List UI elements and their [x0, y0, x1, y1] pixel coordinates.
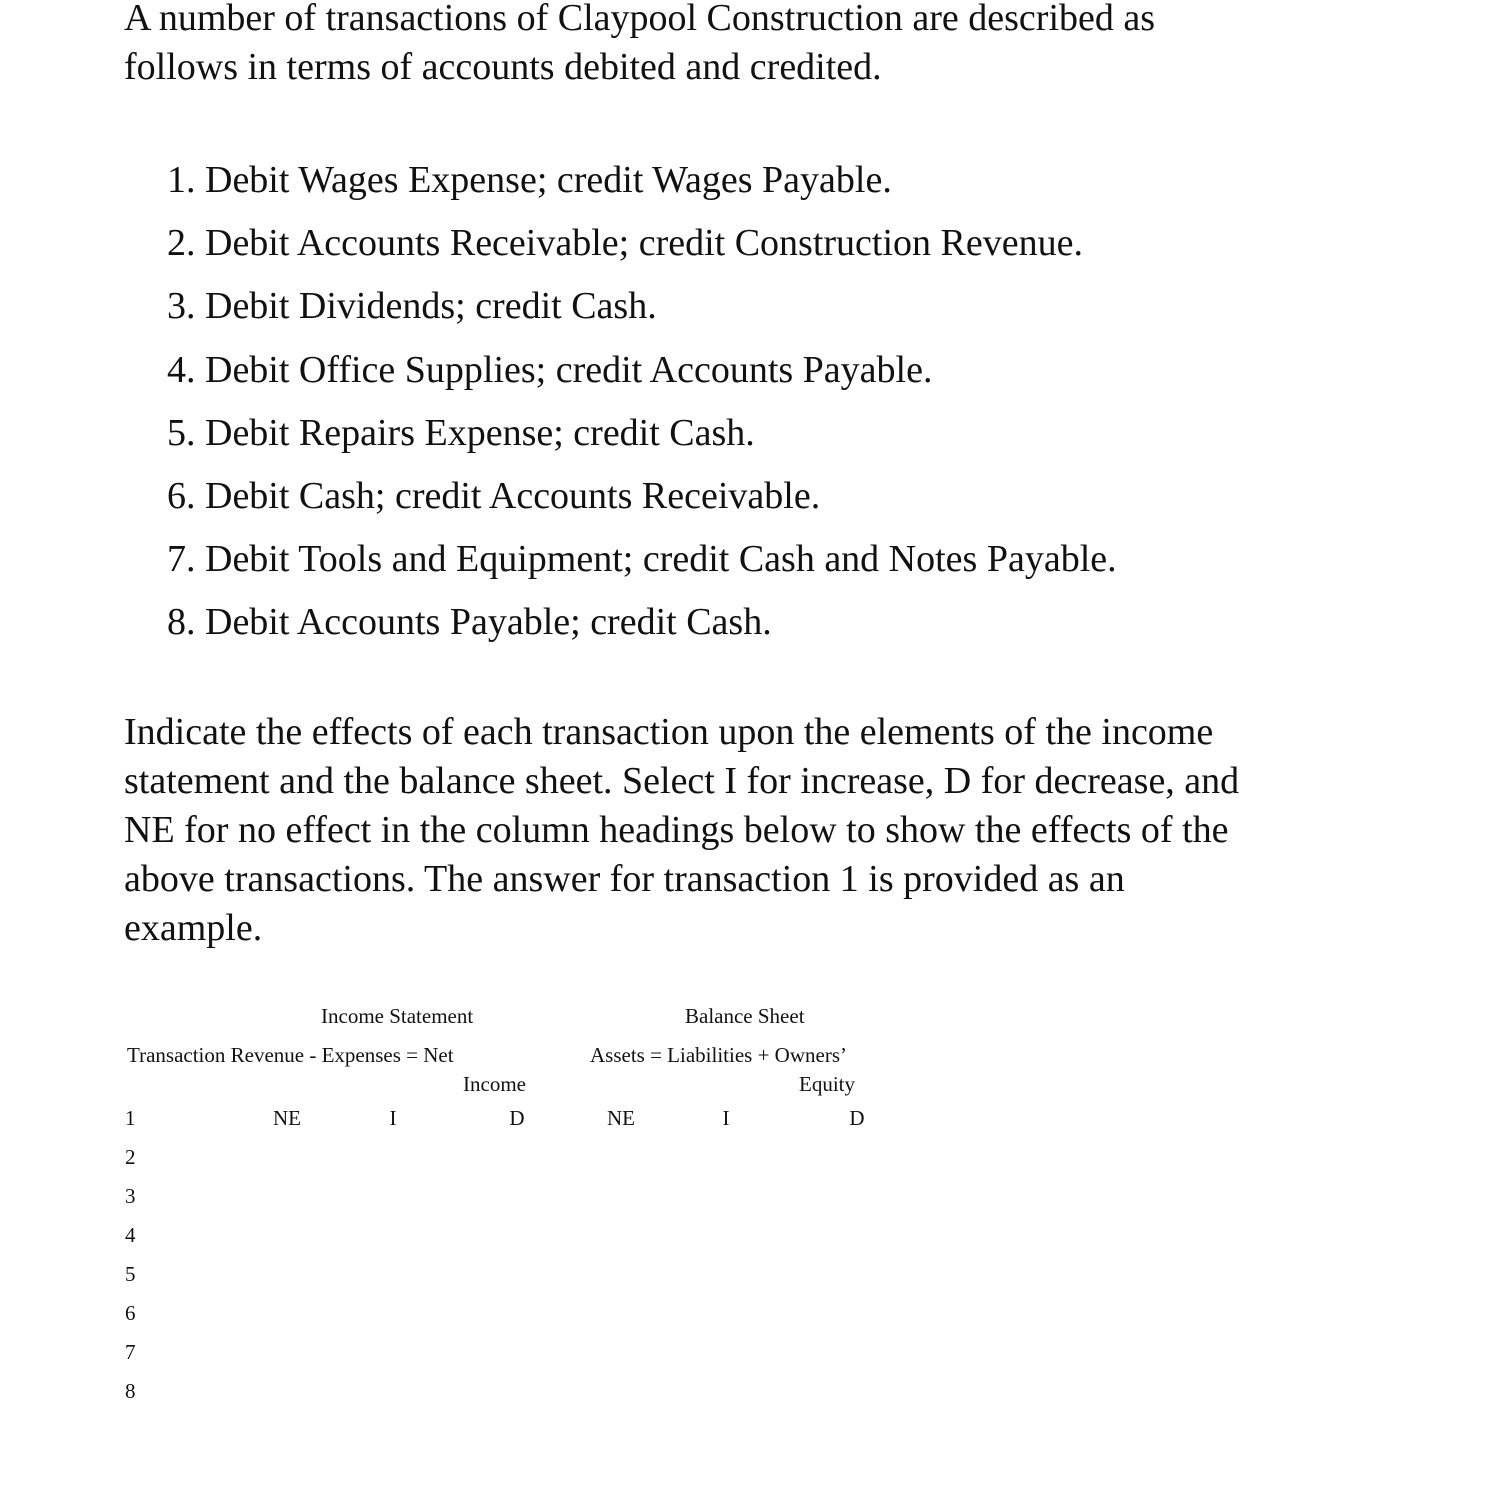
row-number: 3	[125, 1184, 136, 1208]
row-number: 4	[125, 1223, 136, 1247]
revenue-cell: NE	[273, 1106, 301, 1130]
transaction-item: 3. Debit Dividends; credit Cash.	[167, 285, 657, 328]
transaction-item: 5. Debit Repairs Expense; credit Cash.	[167, 411, 755, 454]
assets-cell: NE	[607, 1106, 635, 1130]
income-statement-header: Income Statement	[321, 1004, 474, 1028]
transaction-item: 6. Debit Cash; credit Accounts Receivable.	[167, 474, 821, 517]
row-number: 1	[125, 1106, 136, 1130]
row-number: 2	[125, 1145, 136, 1169]
row-number: 7	[125, 1340, 136, 1364]
liabilities-cell: I	[722, 1106, 730, 1130]
transaction-item: 4. Debit Office Supplies; credit Accounts Payable.	[167, 348, 933, 391]
income-columns-heading: Transaction Revenue - Expenses = Net	[127, 1043, 454, 1067]
transaction-item: 7. Debit Tools and Equipment; credit Cash and Notes Payable.	[167, 538, 1117, 581]
net-income-cell: D	[509, 1106, 525, 1130]
instructions-paragraph: Indicate the effects of each transaction upon the elements of the income statement and the balance sheet. Select I for increase, D for decrease, and NE for no effect in the column headings below to show the effects of the above transactions. The answer for transaction 1 is provided as an example.	[124, 711, 1240, 949]
intro-paragraph: A number of transactions of Claypool Construction are described as follows in terms of accounts debited and credited.	[124, 0, 1156, 88]
row-number: 8	[125, 1379, 136, 1403]
transaction-item: 2. Debit Accounts Receivable; credit Construction Revenue.	[167, 222, 1083, 265]
transaction-item: 1. Debit Wages Expense; credit Wages Payable.	[167, 159, 892, 201]
balance-columns-heading: Assets = Liabilities + Owners’	[590, 1043, 847, 1067]
balance-sheet-header: Balance Sheet	[685, 1004, 805, 1028]
row-number: 6	[125, 1301, 136, 1325]
equity-heading-cont: Equity	[799, 1072, 855, 1096]
row-number: 5	[125, 1262, 136, 1286]
net-income-heading-cont: Income	[463, 1072, 526, 1096]
owners-equity-cell: D	[849, 1106, 865, 1130]
transaction-item: 8. Debit Accounts Payable; credit Cash.	[167, 601, 772, 644]
expenses-cell: I	[389, 1106, 397, 1130]
